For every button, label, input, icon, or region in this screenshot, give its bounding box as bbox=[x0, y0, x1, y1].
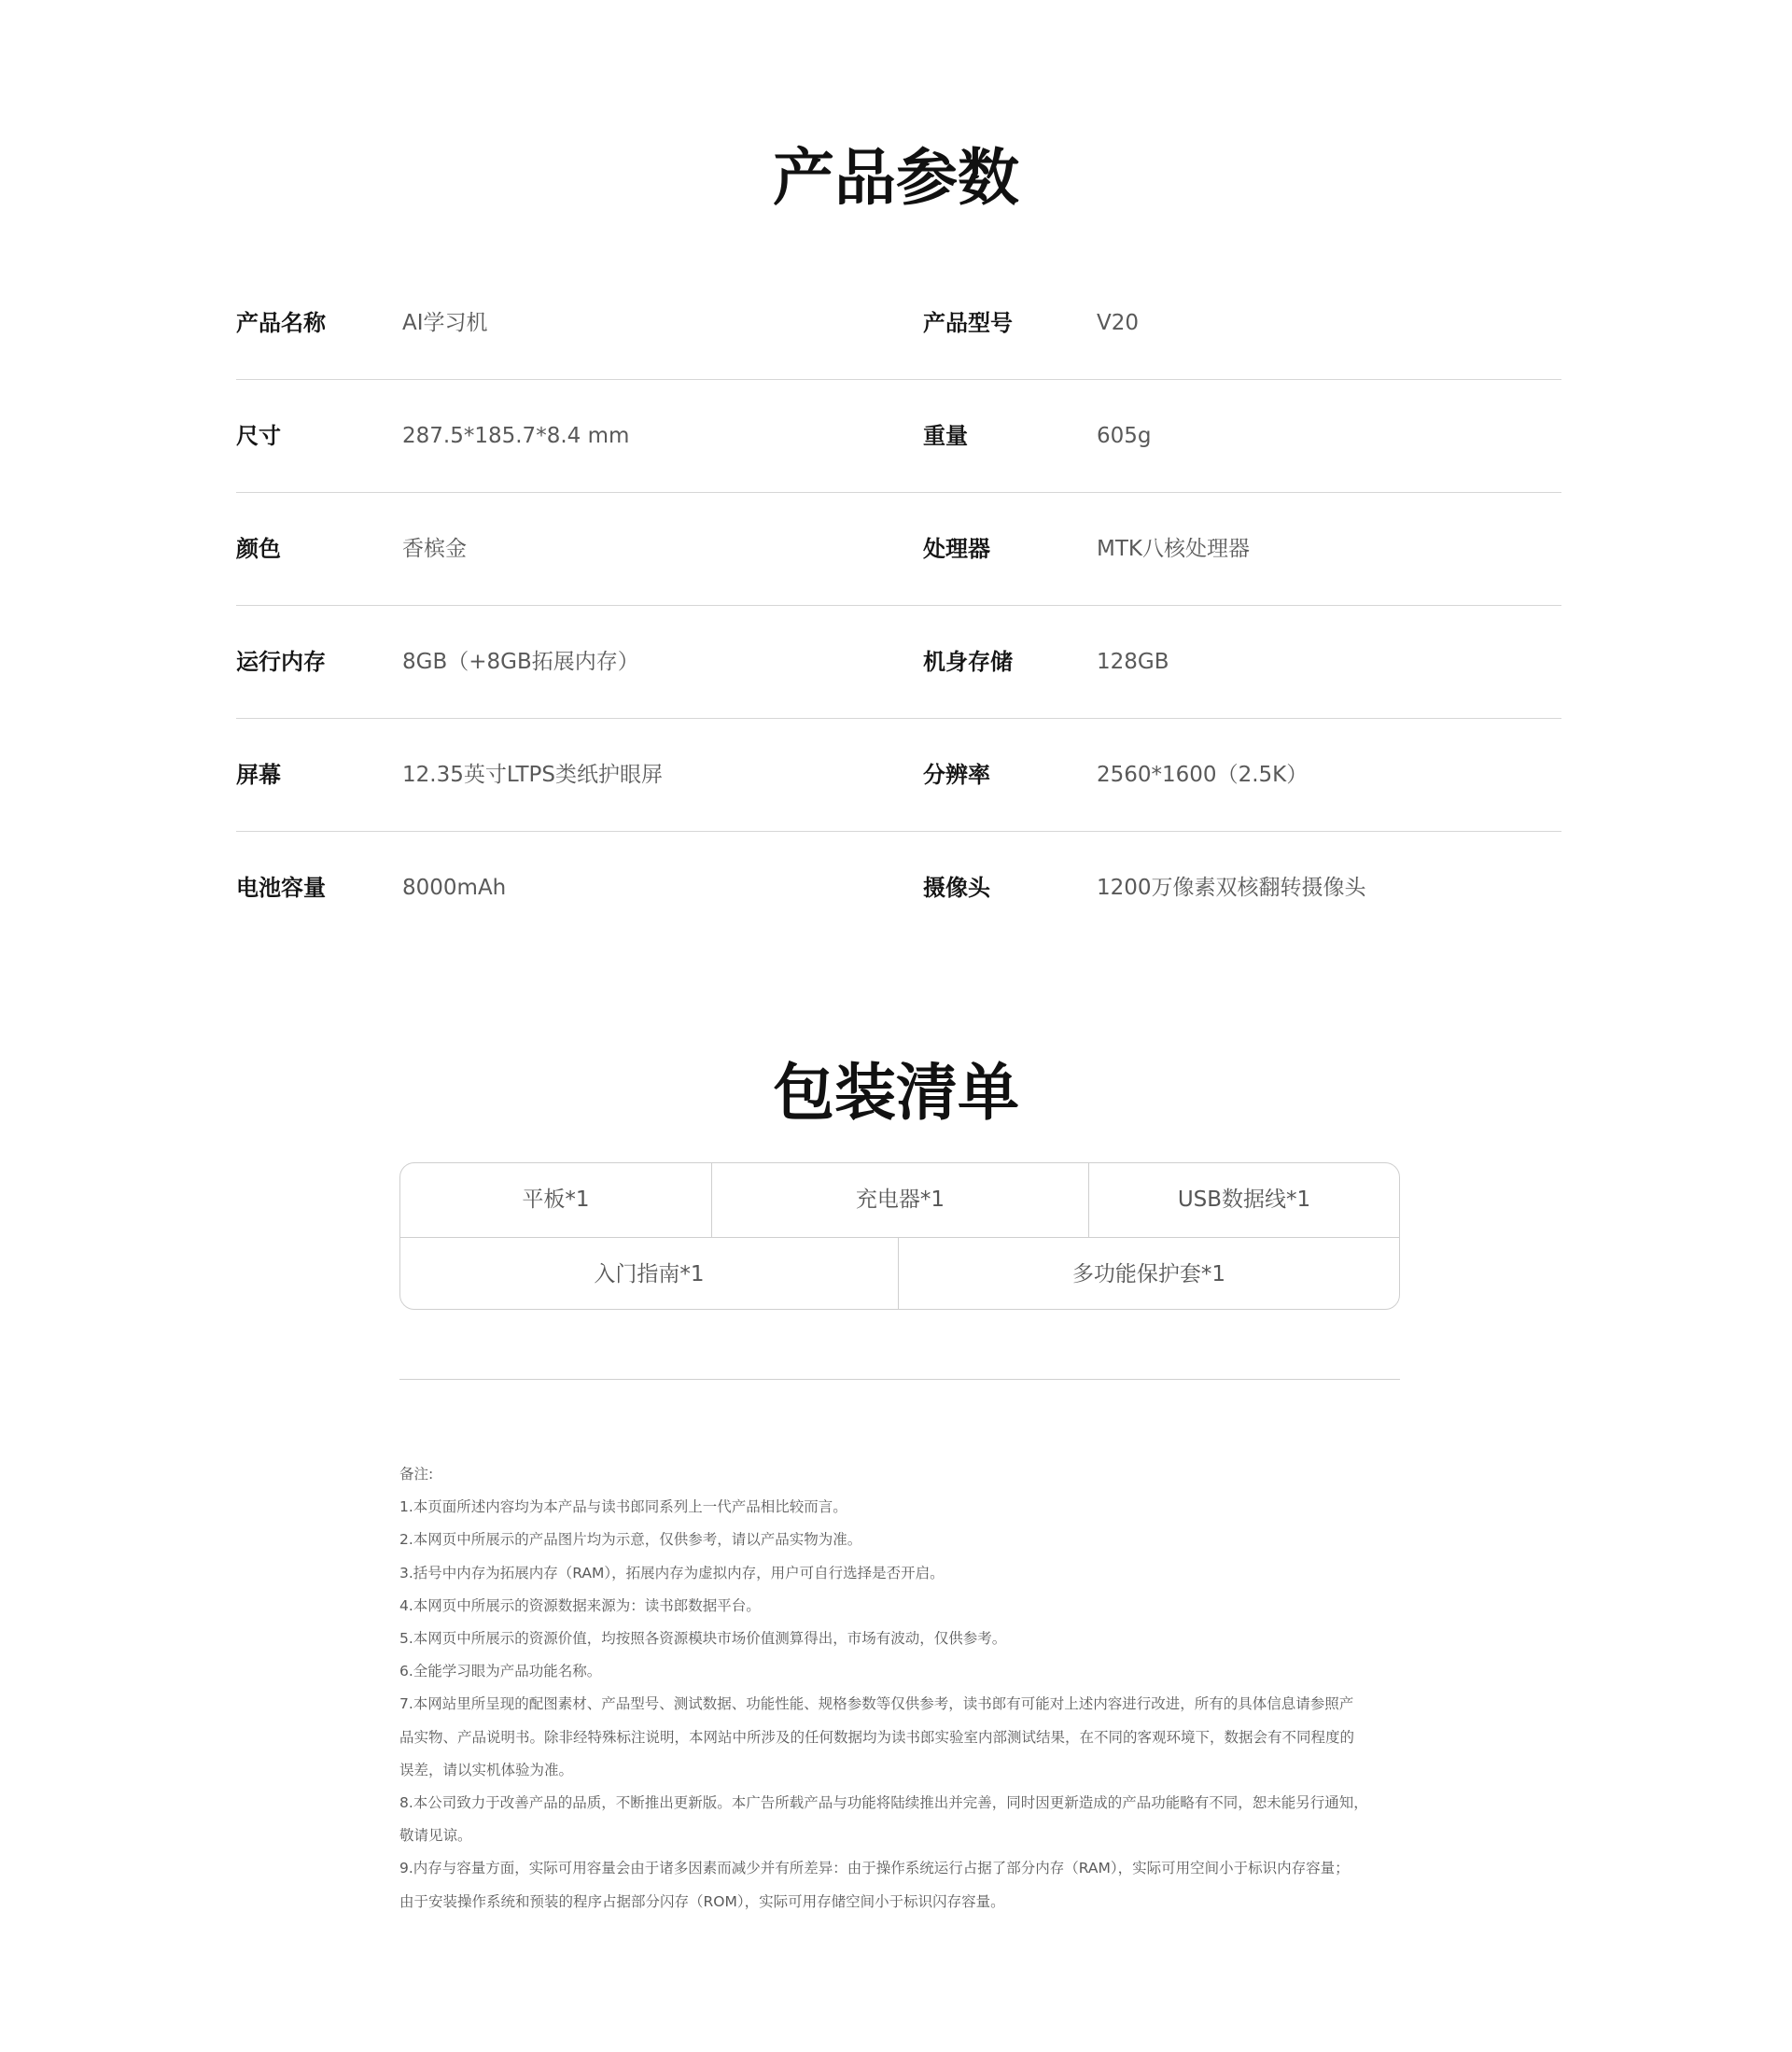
spec-label: 重量 bbox=[923, 423, 968, 449]
spec-row bbox=[236, 493, 1561, 606]
note-line: 5.本网页中所展示的资源价值，均按照各资源模块市场价值测算得出，市场有波动，仅供参考。 bbox=[399, 1630, 1007, 1648]
spec-value: 12.35英寸LTPS类纸护眼屏 bbox=[402, 763, 664, 787]
spec-label: 处理器 bbox=[923, 536, 990, 562]
spec-label: 颜色 bbox=[236, 536, 281, 562]
spec-label: 尺寸 bbox=[236, 423, 281, 449]
package-item: 充电器*1 bbox=[712, 1163, 1089, 1237]
spec-value: 香槟金 bbox=[402, 537, 467, 561]
notes-heading: 备注: bbox=[399, 1466, 434, 1483]
package-row bbox=[400, 1163, 1399, 1238]
package-item: 多功能保护套*1 bbox=[1071, 1262, 1226, 1286]
section-divider bbox=[399, 1379, 1400, 1380]
note-line: 4.本网页中所展示的资源数据来源为：读书郎数据平台。 bbox=[399, 1596, 761, 1614]
package-item: USB数据线*1 bbox=[1177, 1188, 1311, 1212]
spec-section-title: 产品参数 bbox=[773, 142, 1019, 214]
package-item: 平板*1 bbox=[400, 1163, 712, 1237]
spec-label: 屏幕 bbox=[236, 762, 281, 788]
spec-row bbox=[236, 719, 1561, 832]
spec-label: 产品型号 bbox=[923, 310, 1013, 336]
spec-table bbox=[236, 267, 1561, 944]
package-row bbox=[400, 1238, 1399, 1310]
spec-row bbox=[236, 832, 1561, 944]
note-line: 7.本网站里所呈现的配图素材、产品型号、测试数据、功能性能、规格参数等仅供参考，读书郎有可能对上述内容进行改进，所有的具体信息请参照产 bbox=[399, 1695, 1354, 1713]
spec-row bbox=[236, 267, 1561, 380]
note-line: 敬请见谅。 bbox=[399, 1827, 472, 1845]
spec-label: 摄像头 bbox=[923, 875, 990, 901]
spec-value: 8000mAh bbox=[402, 876, 507, 900]
note-line: 6.全能学习眼为产品功能名称。 bbox=[399, 1663, 602, 1680]
note-line: 9.内存与容量方面，实际可用容量会由于诸多因素而减少并有所差异：由于操作系统运行占据了部分内存（RAM），实际可用空间小于标识内存容量； bbox=[399, 1860, 1350, 1877]
package-section-title: 包装清单 bbox=[773, 1057, 1019, 1129]
note-line: 由于安装操作系统和预装的程序占据部分闪存（ROM），实际可用存储空间小于标识闪存容量。 bbox=[399, 1892, 1005, 1910]
note-line: 品实物、产品说明书。除非经特殊标注说明，本网站中所涉及的任何数据均为读书郎实验室内部测试结果，在不同的客观环境下，数据会有不同程度的 bbox=[399, 1728, 1355, 1746]
note-line: 8.本公司致力于改善产品的品质，不断推出更新版。本广告所载产品与功能将陆续推出并完善，同时因更新造成的产品功能略有不同，恕未能另行通知， bbox=[399, 1794, 1368, 1812]
spec-value: 287.5*185.7*8.4 mm bbox=[402, 424, 630, 448]
note-line: 3.括号中内存为拓展内存（RAM），拓展内存为虚拟内存，用户可自行选择是否开启。 bbox=[399, 1564, 945, 1581]
spec-value: 2560*1600（2.5K） bbox=[1097, 763, 1309, 787]
spec-label: 运行内存 bbox=[236, 649, 326, 675]
package-list bbox=[399, 1162, 1400, 1310]
spec-label: 电池容量 bbox=[236, 875, 326, 901]
package-item: 入门指南*1 bbox=[400, 1238, 899, 1310]
spec-value: MTK八核处理器 bbox=[1097, 537, 1250, 561]
spec-value: 8GB（+8GB拓展内存） bbox=[402, 650, 639, 674]
spec-value: 1200万像素双核翻转摄像头 bbox=[1097, 876, 1366, 900]
spec-value: 128GB bbox=[1097, 650, 1169, 674]
spec-label: 机身存储 bbox=[923, 649, 1013, 675]
notes-block bbox=[399, 1458, 1407, 1918]
spec-row bbox=[236, 606, 1561, 719]
spec-value: V20 bbox=[1097, 311, 1140, 335]
note-line: 1.本页面所述内容均为本产品与读书郎同系列上一代产品相比较而言。 bbox=[399, 1498, 847, 1516]
spec-label: 产品名称 bbox=[236, 310, 326, 336]
spec-value: 605g bbox=[1097, 424, 1152, 448]
spec-value: AI学习机 bbox=[402, 311, 488, 335]
note-line: 误差，请以实机体验为准。 bbox=[399, 1761, 574, 1778]
note-line: 2.本网页中所展示的产品图片均为示意，仅供参考，请以产品实物为准。 bbox=[399, 1531, 862, 1549]
spec-label: 分辨率 bbox=[923, 762, 990, 788]
spec-row bbox=[236, 380, 1561, 493]
